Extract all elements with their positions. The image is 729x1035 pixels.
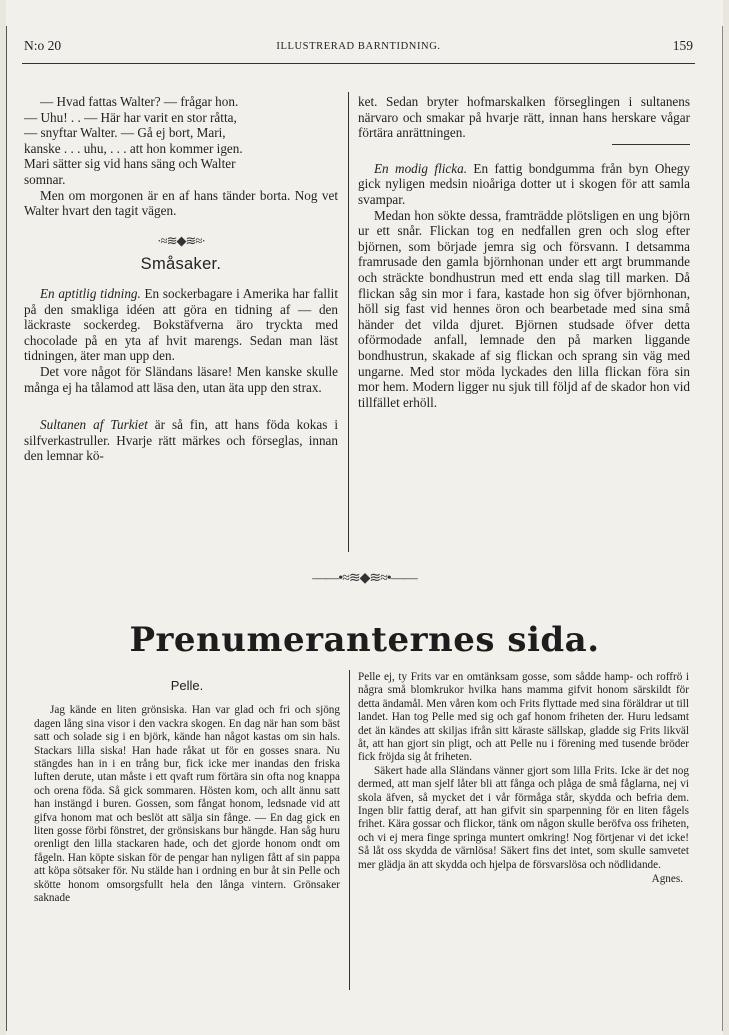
right-column	[358, 94, 690, 410]
dialogue-line: kanske . . . uhu, . . . att hon kommer igen.	[24, 140, 243, 156]
article-body: En sockerbagare i Amerika har fallit på den smakliga idéen att göra en tidning af — den läckraste sockerdeg. Bokstäfverna äro tryckta med chocolade på en yta af hvit marengs. Sedan man läst tidningen, äter man upp den.	[24, 285, 338, 364]
story-text: Säkert hade alla Sländans vänner gjort som lilla Frits. Icke är det nog dermed, att man sjelf låter bli att fånga och plåga de små fåglarna, nej vi skola äfven, så mycket det i vår förmåga står, skydda och befria dem. Ingen blir fattig deraf, att han gifvit sin sparpenning för en liten fågels frihet. Kära gossar och flickor, tänk om någon skulle beröfva oss friheten, och vi ej mera finge springa muntert omkring! Nog förtjenar vi det icke! Så låt oss skydda de värnlösa! Säkert fins det intet, som skulle samvetet mer glädja än att skydda och hjelpa de försvarslösa och nödlidande.	[358, 764, 689, 871]
article-modig-flicka	[358, 161, 690, 208]
header-rule	[22, 63, 695, 64]
column-divider-top	[348, 92, 349, 552]
article-body: En fattig bondgumma från byn Ohegy gick nyligen medsin nioåriga dotter ut i skogen för att samla svampar.	[358, 160, 690, 207]
left-column	[24, 94, 338, 464]
section-title: Småsaker.	[140, 255, 222, 274]
dialogue-line: — snyftar Walter. — Gå ej bort, Mari,	[24, 125, 226, 141]
dialogue-line: Mari sätter sig vid hans säng och Walter	[24, 156, 236, 172]
section-heading-prenumeranternes: Prenumeranternes sida.	[129, 620, 600, 660]
issue-number: N:o 20	[24, 38, 62, 53]
dialogue-line: somnar.	[24, 171, 66, 187]
story-left-column	[34, 678, 340, 906]
page-header	[24, 38, 693, 58]
article-body: är så fin, att hans föda kokas i silfverkastruller. Hvarje rätt märkes och förseglas, innan den lemnar kö-	[24, 417, 338, 464]
article-sultanen	[24, 417, 338, 464]
article-title: Sultanen af Turkiet	[40, 417, 148, 433]
article-continuation: ket. Sedan bryter hofmarskalken förseglingen i sultanens närvaro och smakar på hvarje rätt, innan hans herskare vågar förtära anrättningen.	[358, 94, 690, 141]
signature: Agnes.	[651, 873, 683, 886]
page-number: 159	[672, 38, 693, 53]
column-divider-bottom	[349, 670, 350, 990]
story-text: Jag kände en liten grönsiska. Han var glad och fri och sjöng dagen lång sina visor i den vackra skogen. En dag när han som bäst satt och solade sig i en björk, kände han något kastas om sin hals. Stackars lilla siska! Han hade råkat ut för en gosses snara. Nu stängdes han in i en trång bur, fick icke mer inandas den friska luften derute, utan måste i ett qvaft rum förtära sin ofta nog knappa och orena föda. Så gick sommaren. Hösten kom, och allt ännu satt han instängd i buren. Gossen, som fångat honom, ledsnade vid att gifva honom mat och beslöt att sälja sin fånge. — En dag gick en liten gosse förbi fönstret, der grönsiskans bur hängde. Han såg huru orenligt den lilla stackaren hade, och det gjorde honom ondt om fågeln. Han köpte siskan för de pengar han nyligen fått af sin pappa att köpa sötsaker för. Nu stälde han i ordning en bur åt sin Pelle och skötte honom omsorgsfullt hela den långa vintern. Grönsaker saknade	[34, 704, 340, 905]
dialogue-line: — Hvad fattas Walter? — frågar hon.	[40, 94, 239, 109]
article-title: En modig flicka.	[374, 160, 468, 176]
newspaper-page	[6, 0, 723, 1035]
article-title: En aptitlig tidning.	[40, 285, 141, 301]
story-title: Pelle.	[170, 678, 204, 693]
paragraph: Det vore något för Sländans läsare! Men kanske skulle många ej ha tålamod att läsa den, utan äta upp den strax.	[24, 363, 338, 395]
dialogue-line: — Uhu! . . — Här har varit en stor råtta,	[24, 109, 237, 125]
story-text: Pelle ej, ty Frits var en omtänksam gosse, som sådde hamp- och roffrö i några små blomkrukor hvilka hans mamma gifvit honom särskildt för detta ändamål. Men våren kom och Frits flyttade med sina föräldrar ut till landet. Han tog Pelle med sig och gaf honom friheten der. Huru ledsamt det än kändes att skiljas ifrån sitt käraste sällskap, gladde sig Frits likväl åt, att han gjort sin pligt, och att Pelle nu i förening med tusende bröder fick fröjda sig åt friheten.	[358, 671, 689, 764]
center-ornament: ——•≈≋◆≋≈•——	[312, 571, 417, 586]
story-right-column	[358, 671, 689, 887]
paragraph: Men om morgonen är en af hans tänder borta. Nog vet Walter hvart den tagit vägen.	[24, 187, 338, 219]
article-separator	[612, 144, 690, 145]
publication-title: ILLUSTRERAD BARNTIDNING.	[276, 41, 441, 52]
ornament-divider: ·≈≋◆≋≈·	[157, 232, 205, 248]
paragraph: Medan hon sökte dessa, framträdde plötsligen en ung björn ur ett snår. Flickan tog en nedfallen gren och slog efter björnen, som började jemra sig och försvann. I detsamma framrusade den gamla björnhonan under ett argt brummande och sträckte bondhustrun med ett enda slag till marken. Då flickan såg sin mor i fara, kastade hon sig öfver björnhonan, höll sig fast vid hennes öron och bearbetade med sina små händer det vilda djuret. Björnen studsade öfver detta oförmodade anfall, lemnade den på marken liggande bondhustrun, skakade af sig flickan och sprang sin väg med ungarne. Med stor möda lyckades den lilla flickan föra sin mor hem. Modern ligger nu sjuk till följd af de skador hon vid tillfället erhöll.	[358, 207, 690, 410]
article-aptitlig	[24, 286, 338, 364]
